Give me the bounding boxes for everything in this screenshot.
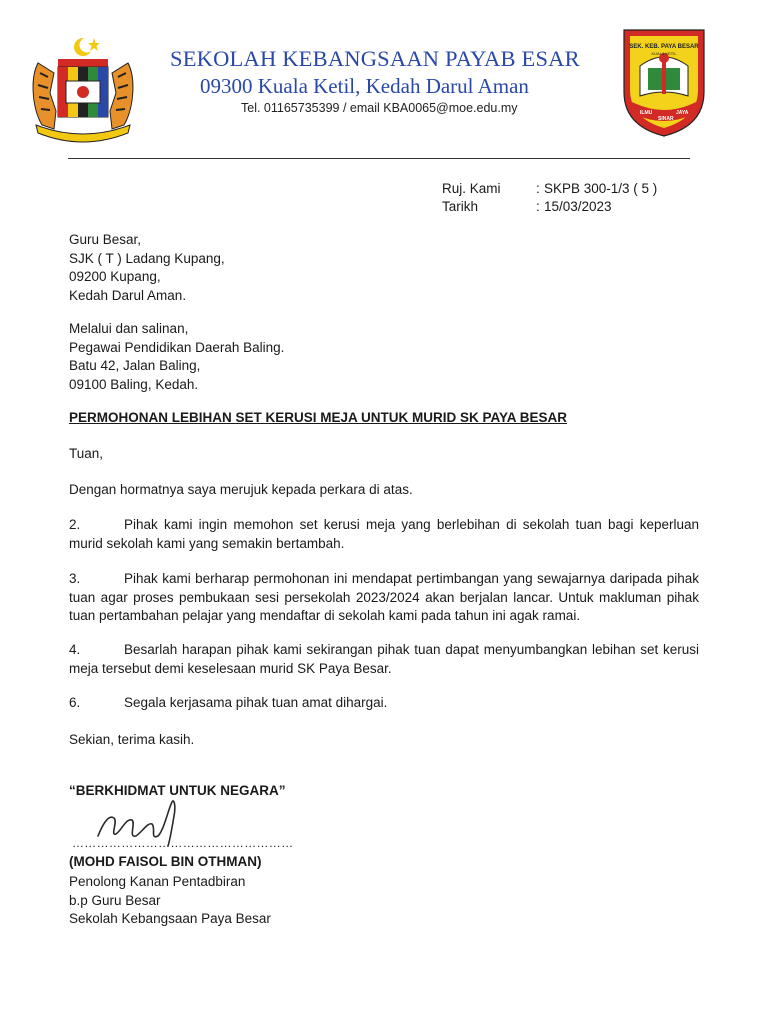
reference-separator: : [536, 181, 540, 196]
badge-text-sub: KUALA KETIL [651, 51, 677, 56]
malaysia-coat-of-arms-logo [28, 33, 138, 143]
letterhead-divider [68, 158, 690, 159]
paragraph-text: Pihak kami ingin memohon set kerusi meja yang berlebihan di sekolah tuan bagi keperluan murid sekolah kami yang semakin bertambah. [69, 517, 699, 551]
badge-motto-2: SINAR [658, 116, 674, 122]
date-row [442, 198, 657, 216]
badge-motto-3: JAYA [676, 110, 689, 116]
signatory-title: Penolong Kanan Pentadbiran [69, 874, 246, 889]
school-name: SEKOLAH KEBANGSAAN PAYAB ESAR [170, 46, 580, 71]
recipient-line: SJK ( T ) Ladang Kupang, [69, 250, 225, 266]
badge-motto-1: ILMU [640, 110, 653, 116]
paragraph-6 [69, 694, 699, 713]
date-label: Tarikh [442, 199, 479, 214]
paragraph-number: 2. [69, 517, 81, 532]
paragraph-4 [69, 641, 699, 678]
signatory-on-behalf: b.p Guru Besar [69, 892, 161, 908]
paragraph-text: Pihak kami berharap permohonan ini mendapat pertimbangan yang sewajarnya daripada pihak tuan agar proses pembukaan sesi persekolah 2023/2024 akan berjalan lancar. Untuk makluman pihak tuan pertambahan pelajar yang mendaftar di sekolah kami pada tahun ini agak ramai. [69, 571, 699, 623]
paragraph-text: Segala kerjasama pihak tuan amat dihargai. [124, 695, 388, 710]
reference-value: SKPB 300-1/3 ( 5 ) [544, 181, 658, 196]
via-line: Melalui dan salinan, [69, 321, 189, 336]
reference-block [442, 180, 657, 216]
paragraph-number: 4. [69, 642, 81, 657]
salutation: Tuan, [69, 446, 104, 461]
paragraph-number: 6. [69, 695, 81, 710]
via-address [69, 320, 284, 394]
via-line: Pegawai Pendidikan Daerah Baling. [69, 339, 285, 355]
reference-row [442, 180, 657, 198]
signature-line: ……………………………………………… [72, 836, 294, 850]
slogan: “BERKHIDMAT UNTUK NEGARA” [69, 783, 286, 798]
letter-subject: PERMOHONAN LEBIHAN SET KERUSI MEJA UNTUK MURID SK PAYA BESAR [69, 410, 568, 425]
date-value: 15/03/2023 [544, 199, 612, 214]
paragraph-text: Besarlah harapan pihak kami sekirangan pihak tuan dapat menyumbangkan lebihan set kerusi meja tersebut demi keselesaan murid SK Paya Besar. [69, 642, 699, 676]
recipient-address [69, 231, 225, 305]
school-address: 09300 Kuala Ketil, Kedah Darul Aman [200, 74, 529, 98]
opening-line: Dengan hormatnya saya merujuk kepada perkara di atas. [69, 482, 413, 497]
paragraph-number: 3. [69, 571, 81, 586]
recipient-line: 09200 Kupang, [69, 269, 161, 284]
signatory-name: (MOHD FAISOL BIN OTHMAN) [69, 854, 262, 869]
signatory-school: Sekolah Kebangsaan Paya Besar [69, 911, 271, 926]
recipient-line: Guru Besar, [69, 232, 142, 247]
paragraph-3 [69, 570, 699, 626]
paragraph-2 [69, 516, 699, 553]
date-separator: : [536, 199, 540, 214]
school-contact: Tel. 01165735399 / email KBA0065@moe.edu.my [241, 101, 518, 115]
via-line: Batu 42, Jalan Baling, [69, 358, 201, 373]
signatory-details [69, 873, 271, 929]
badge-text-top: SEK. KEB. PAYA BESAR [629, 44, 699, 50]
via-line: 09100 Baling, Kedah. [69, 376, 199, 392]
school-badge-logo [618, 22, 710, 140]
reference-label: Ruj. Kami [442, 181, 501, 196]
recipient-line: Kedah Darul Aman. [69, 287, 187, 303]
closing-line: Sekian, terima kasih. [69, 732, 195, 747]
